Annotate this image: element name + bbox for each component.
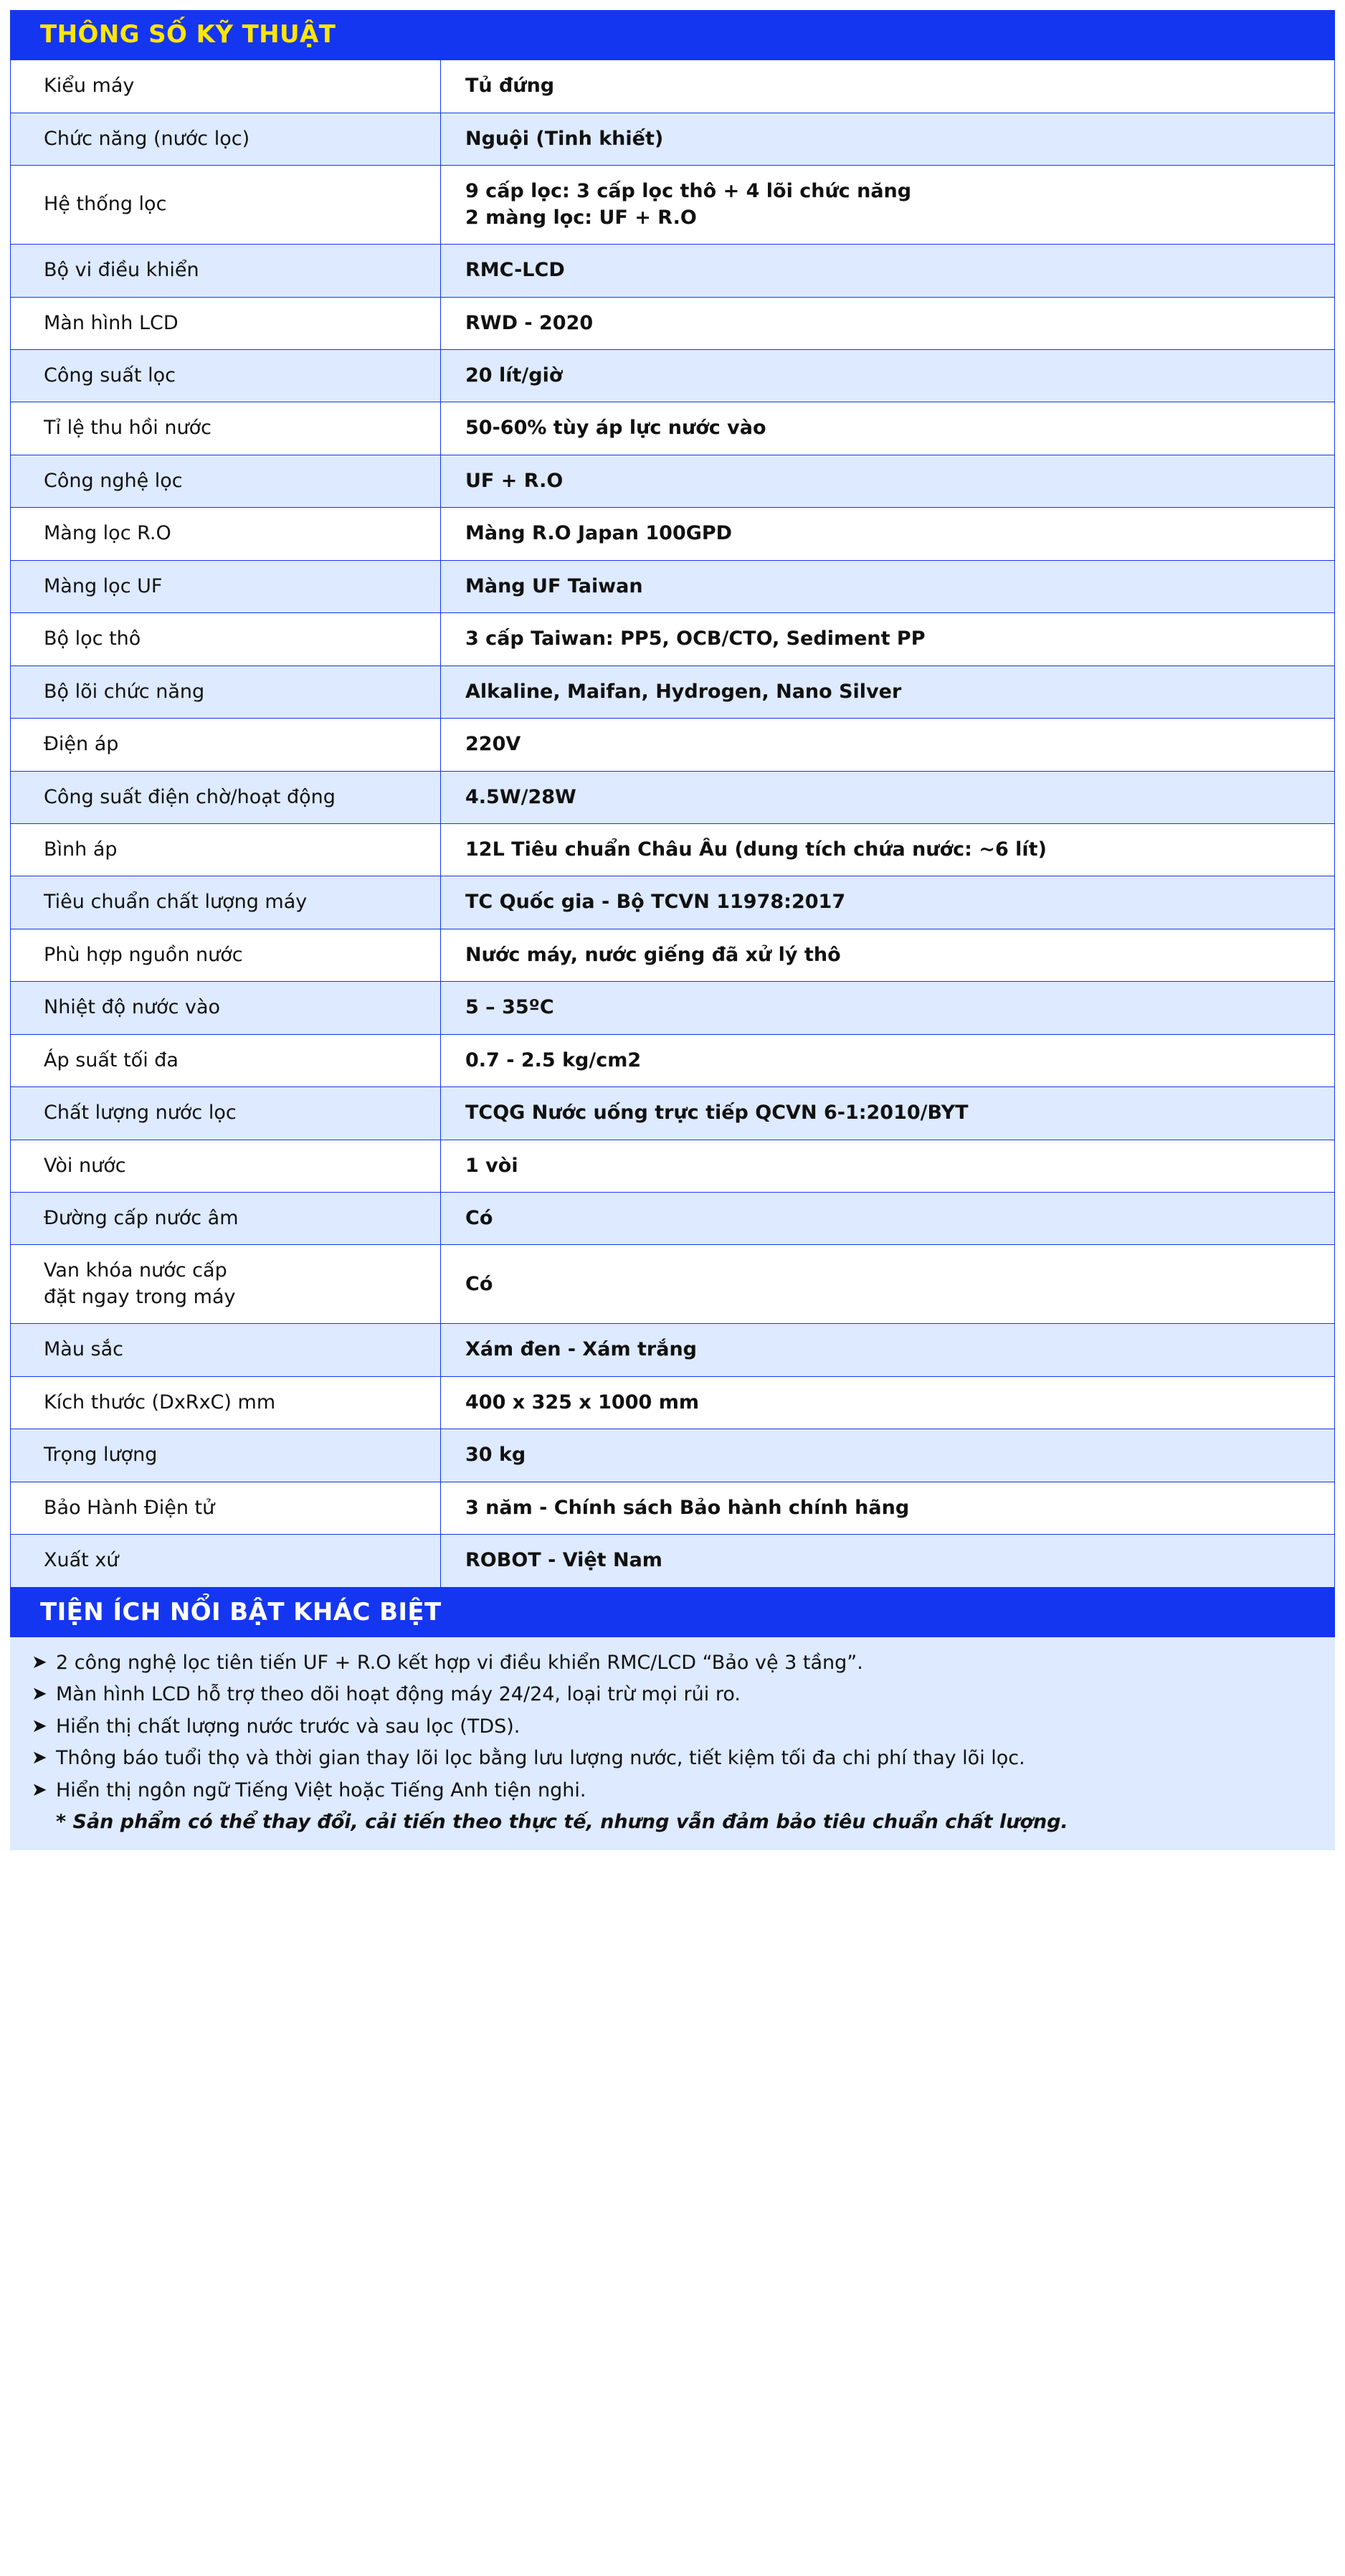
table-row [11, 350, 1335, 402]
spec-label: Bảo Hành Điện tử [11, 1482, 441, 1534]
spec-value [441, 245, 1335, 297]
spec-value-line: RMC-LCD [465, 259, 565, 282]
table-row [11, 1087, 1335, 1140]
spec-label: Vòi nước [11, 1140, 441, 1192]
arrow-right-icon: ➤ [32, 1779, 47, 1801]
spec-label: Kích thước (DxRxC) mm [11, 1376, 441, 1429]
list-item [32, 1743, 1313, 1775]
spec-table-body [11, 60, 1335, 1587]
table-row [11, 666, 1335, 718]
spec-value [441, 1429, 1335, 1482]
table-row [11, 508, 1335, 560]
table-row [11, 1245, 1335, 1324]
table-row [11, 1324, 1335, 1376]
spec-label: Bộ lõi chức năng [11, 666, 441, 718]
spec-label: Màng lọc R.O [11, 508, 441, 560]
spec-label: Hệ thống lọc [11, 166, 441, 245]
benefits-section-header: TIỆN ÍCH NỔI BẬT KHÁC BIỆT [10, 1588, 1335, 1637]
spec-value [441, 876, 1335, 929]
benefits-note: * Sản phẩm có thể thay đổi, cải tiến theo thực tế, nhưng vẫn đảm bảo tiêu chuẩn chất lượng. [56, 1811, 1068, 1834]
table-row [11, 1193, 1335, 1245]
spec-label: Áp suất tối đa [11, 1034, 441, 1086]
table-row [11, 455, 1335, 507]
spec-value-line: Nước máy, nước giếng đã xử lý thô [465, 943, 841, 966]
list-item [32, 1647, 1313, 1680]
spec-value [441, 1324, 1335, 1376]
table-row [11, 245, 1335, 297]
arrow-right-icon: ➤ [32, 1747, 47, 1769]
list-item [32, 1679, 1313, 1711]
table-row [11, 982, 1335, 1034]
table-row [11, 1034, 1335, 1086]
spec-label-line: đặt ngay trong máy [44, 1285, 236, 1308]
spec-value-line: 30 kg [465, 1444, 526, 1467]
spec-label: Màn hình LCD [11, 297, 441, 349]
spec-value-line: Có [465, 1207, 493, 1230]
table-row [11, 823, 1335, 876]
spec-label: Xuất xứ [11, 1535, 441, 1587]
spec-value [441, 1087, 1335, 1140]
spec-value [441, 613, 1335, 666]
table-row [11, 719, 1335, 771]
spec-value-line: Tủ đứng [465, 75, 555, 98]
spec-value-line: 400 x 325 x 1000 mm [465, 1391, 699, 1414]
spec-value-line: 0.7 - 2.5 kg/cm2 [465, 1048, 642, 1071]
spec-label-line: Van khóa nước cấp [44, 1259, 227, 1282]
spec-label: Kiểu máy [11, 60, 441, 113]
spec-value [441, 982, 1335, 1034]
spec-label: Nhiệt độ nước vào [11, 982, 441, 1034]
table-row [11, 113, 1335, 165]
spec-value-line: TCQG Nước uống trực tiếp QCVN 6-1:2010/BYT [465, 1102, 969, 1124]
table-row [11, 297, 1335, 349]
spec-label: Điện áp [11, 719, 441, 771]
benefits-list [10, 1637, 1335, 1850]
spec-value [441, 350, 1335, 402]
spec-section-header: THÔNG SỐ KỸ THUẬT [10, 10, 1335, 60]
spec-label: Công suất điện chờ/hoạt động [11, 771, 441, 823]
table-row [11, 771, 1335, 823]
spec-value-line: Có [465, 1272, 493, 1295]
table-row [11, 1482, 1335, 1534]
spec-value [441, 666, 1335, 718]
spec-value-line: UF + R.O [465, 469, 564, 492]
list-item-label: Màn hình LCD hỗ trợ theo dõi hoạt động máy 24/24, loại trừ mọi rủi ro. [56, 1683, 741, 1706]
spec-label: Bộ lọc thô [11, 613, 441, 666]
spec-label: Chức năng (nước lọc) [11, 113, 441, 165]
spec-value-line: Xám đen - Xám trắng [465, 1338, 697, 1361]
spec-label: Chất lượng nước lọc [11, 1087, 441, 1140]
spec-value [441, 1535, 1335, 1587]
table-row [11, 402, 1335, 455]
spec-label: Bình áp [11, 823, 441, 876]
arrow-right-icon: ➤ [32, 1683, 47, 1705]
table-row [11, 929, 1335, 981]
spec-value [441, 508, 1335, 560]
spec-label [11, 1245, 441, 1324]
spec-value [441, 1376, 1335, 1429]
spec-value-line: 3 năm - Chính sách Bảo hành chính hãng [465, 1496, 910, 1519]
spec-value-line: ROBOT - Việt Nam [465, 1549, 662, 1572]
table-row [11, 876, 1335, 929]
spec-value [441, 1034, 1335, 1086]
spec-value [441, 60, 1335, 113]
spec-label: Phù hợp nguồn nước [11, 929, 441, 981]
table-row [11, 1535, 1335, 1587]
spec-value-line: 3 cấp Taiwan: PP5, OCB/CTO, Sediment PP [465, 628, 926, 650]
spec-value [441, 1193, 1335, 1245]
table-row [11, 1376, 1335, 1429]
spec-value [441, 771, 1335, 823]
arrow-right-icon: ➤ [32, 1715, 47, 1737]
spec-label: Đường cấp nước âm [11, 1193, 441, 1245]
spec-value [441, 1245, 1335, 1324]
spec-value-line: Màng UF Taiwan [465, 574, 643, 597]
table-row [11, 560, 1335, 612]
spec-label: Công suất lọc [11, 350, 441, 402]
spec-value [441, 113, 1335, 165]
spec-value-line: Màng R.O Japan 100GPD [465, 522, 733, 545]
spec-value-line: 1 vòi [465, 1154, 518, 1177]
spec-value-line: 220V [465, 733, 521, 756]
spec-value-line: 5 – 35ºC [465, 996, 554, 1019]
table-row [11, 1140, 1335, 1192]
table-row [11, 1429, 1335, 1482]
table-row [11, 613, 1335, 666]
spec-value-line: Nguội (Tinh khiết) [465, 127, 664, 150]
table-row [11, 60, 1335, 113]
spec-value [441, 1482, 1335, 1534]
list-item-label: Thông báo tuổi thọ và thời gian thay lõi lọc bằng lưu lượng nước, tiết kiệm tối đa chi phí thay lõi lọc. [56, 1747, 1025, 1770]
arrow-right-icon: ➤ [32, 1651, 47, 1673]
spec-value-line: 20 lít/giờ [465, 364, 563, 387]
spec-value-line: 9 cấp lọc: 3 cấp lọc thô + 4 lõi chức năng [465, 180, 912, 203]
spec-value [441, 166, 1335, 245]
spec-label: Màng lọc UF [11, 560, 441, 612]
spec-value-line: Alkaline, Maifan, Hydrogen, Nano Silver [465, 680, 902, 703]
spec-value-line: 12L Tiêu chuẩn Châu Âu (dung tích chứa nước: ~6 lít) [465, 838, 1047, 861]
spec-label: Trọng lượng [11, 1429, 441, 1482]
spec-value [441, 823, 1335, 876]
spec-value [441, 719, 1335, 771]
spec-value-line: TC Quốc gia - Bộ TCVN 11978:2017 [465, 891, 846, 914]
spec-label: Tỉ lệ thu hồi nước [11, 402, 441, 455]
spec-value [441, 297, 1335, 349]
spec-label: Tiêu chuẩn chất lượng máy [11, 876, 441, 929]
list-item [32, 1711, 1313, 1743]
benefits-items [32, 1647, 1313, 1807]
spec-value [441, 1140, 1335, 1192]
spec-label: Màu sắc [11, 1324, 441, 1376]
list-item-label: Hiển thị chất lượng nước trước và sau lọc (TDS). [56, 1715, 521, 1738]
spec-label: Công nghệ lọc [11, 455, 441, 507]
spec-value-line: 50-60% tùy áp lực nước vào [465, 417, 766, 440]
spec-table [10, 60, 1335, 1587]
spec-value-line: 2 màng lọc: UF + R.O [465, 206, 697, 229]
list-item-label: 2 công nghệ lọc tiên tiến UF + R.O kết hợp vi điều khiển RMC/LCD “Bảo vệ 3 tầng”. [56, 1651, 863, 1674]
list-item-label: Hiển thị ngôn ngữ Tiếng Việt hoặc Tiếng Anh tiện nghi. [56, 1779, 586, 1801]
spec-value [441, 455, 1335, 507]
spec-label: Bộ vi điều khiển [11, 245, 441, 297]
spec-value [441, 929, 1335, 981]
spec-value-line: RWD - 2020 [465, 311, 594, 334]
table-row [11, 166, 1335, 245]
spec-value [441, 402, 1335, 455]
list-item [32, 1775, 1313, 1807]
spec-value [441, 560, 1335, 612]
spec-value-line: 4.5W/28W [465, 785, 576, 808]
